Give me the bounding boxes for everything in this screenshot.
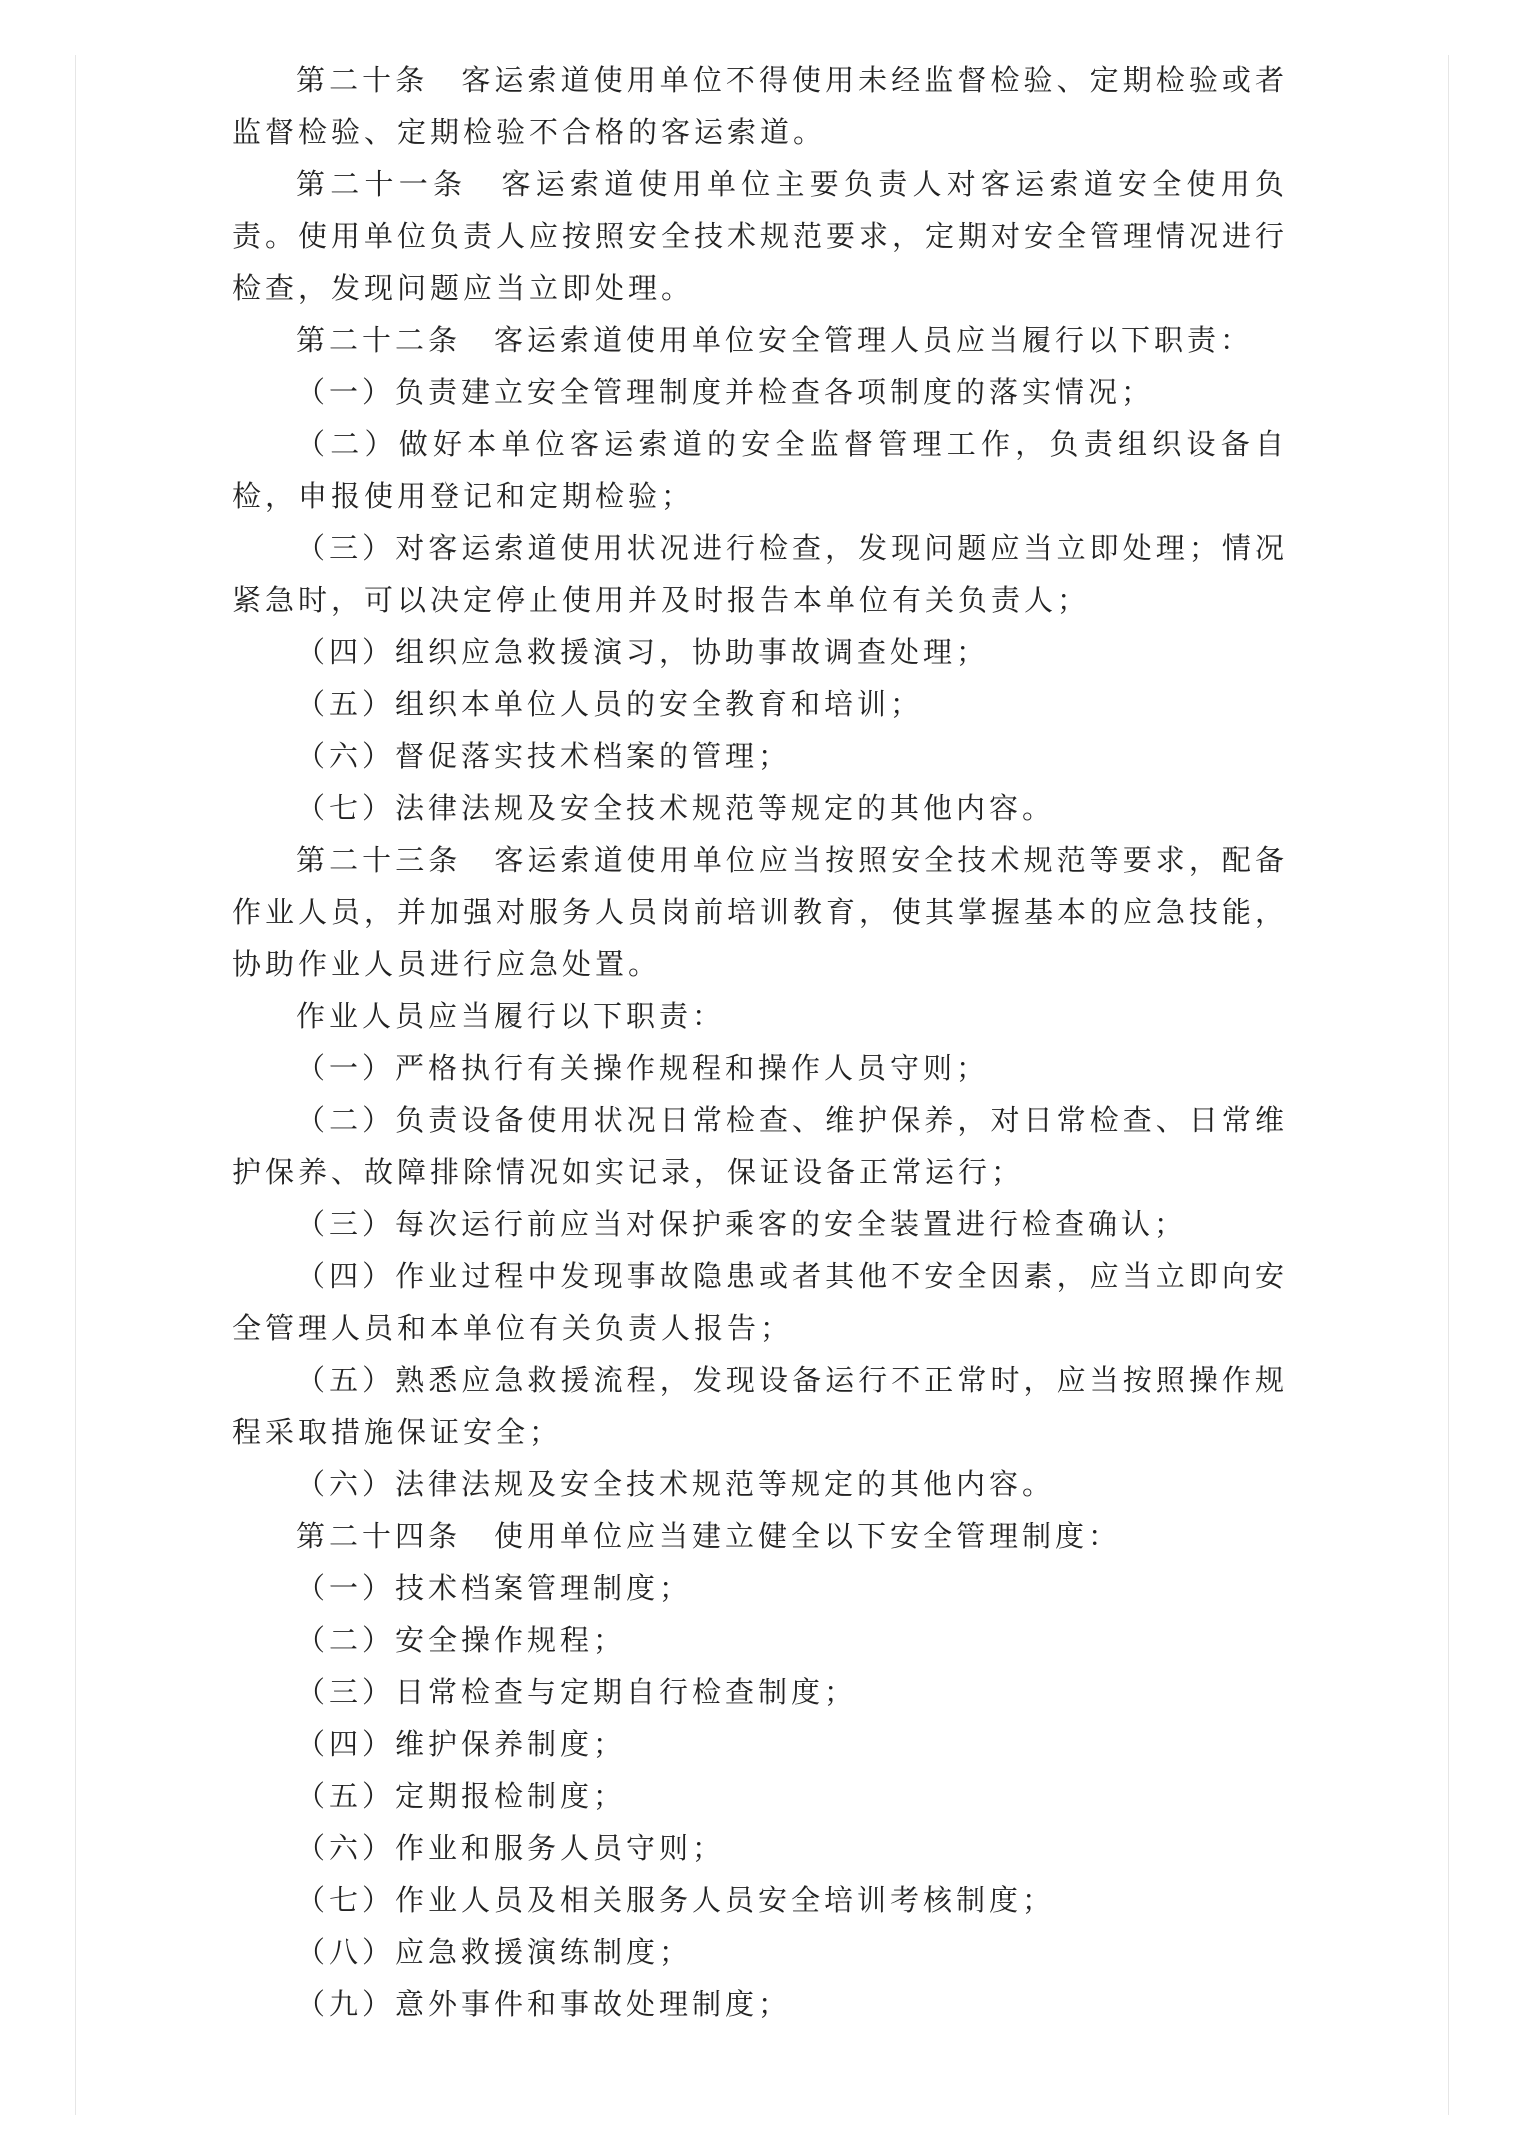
list-item: （四）维护保养制度； xyxy=(296,1727,627,1761)
list-item: （三）日常检查与定期自行检查制度； xyxy=(296,1675,858,1709)
list-item: （六）督促落实技术档案的管理； xyxy=(296,739,792,773)
paragraph-article-20: 第二十条 客运索道使用单位不得使用未经监督检验、定期检验或者监督检验、定期检验不合格的客运索道。 xyxy=(232,63,1288,149)
paragraph-article-23: 第二十三条 客运索道使用单位应当按照安全技术规范等要求，配备作业人员，并加强对服务人员岗前培训教育，使其掌握基本的应急技能，协助作业人员进行应急处置。 xyxy=(232,843,1289,981)
list-item: （二）负责设备使用状况日常检查、维护保养，对日常检查、日常维护保养、故障排除情况如实记录，保证设备正常运行； xyxy=(232,1103,1288,1189)
list-item: （八）应急救援演练制度； xyxy=(296,1935,693,1969)
list-item: （二）安全操作规程； xyxy=(296,1623,627,1657)
list-item: （一）严格执行有关操作规程和操作人员守则； xyxy=(296,1051,990,1085)
list-item: （九）意外事件和事故处理制度； xyxy=(296,1987,792,2021)
page-margin-rule-right xyxy=(1448,55,1449,2115)
paragraph-article-21: 第二十一条 客运索道使用单位主要负责人对客运索道安全使用负责。使用单位负责人应按照安全技术规范要求，定期对安全管理情况进行检查，发现问题应当立即处理。 xyxy=(232,167,1289,305)
paragraph-article-24: 第二十四条 使用单位应当建立健全以下安全管理制度： xyxy=(296,1519,1122,1553)
page-margin-rule-left xyxy=(75,55,76,2115)
list-item: （三）对客运索道使用状况进行检查，发现问题应当立即处理；情况紧急时，可以决定停止使用并及时报告本单位有关负责人； xyxy=(232,531,1288,617)
list-item: （一）负责建立安全管理制度并检查各项制度的落实情况； xyxy=(296,375,1155,409)
list-item: （六）作业和服务人员守则； xyxy=(296,1831,726,1865)
list-item: （三）每次运行前应当对保护乘客的安全装置进行检查确认； xyxy=(296,1207,1188,1241)
list-item: （七）作业人员及相关服务人员安全培训考核制度； xyxy=(296,1883,1056,1917)
list-item: （一）技术档案管理制度； xyxy=(296,1571,693,1605)
list-item: （二）做好本单位客运索道的安全监督管理工作，负责组织设备自检，申报使用登记和定期检验； xyxy=(232,427,1288,513)
paragraph-article-22: 第二十二条 客运索道使用单位安全管理人员应当履行以下职责： xyxy=(296,323,1254,357)
list-item: （五）组织本单位人员的安全教育和培训； xyxy=(296,687,924,721)
list-item: （七）法律法规及安全技术规范等规定的其他内容。 xyxy=(296,791,1056,825)
list-item: （五）定期报检制度； xyxy=(296,1779,627,1813)
document-body xyxy=(232,54,1288,2030)
paragraph-operator-duties: 作业人员应当履行以下职责： xyxy=(296,999,726,1033)
list-item: （六）法律法规及安全技术规范等规定的其他内容。 xyxy=(296,1467,1056,1501)
list-item: （四）组织应急救援演习，协助事故调查处理； xyxy=(296,635,990,669)
list-item: （四）作业过程中发现事故隐患或者其他不安全因素，应当立即向安全管理人员和本单位有关负责人报告； xyxy=(232,1259,1288,1345)
list-item: （五）熟悉应急救援流程，发现设备运行不正常时，应当按照操作规程采取措施保证安全； xyxy=(232,1363,1288,1449)
